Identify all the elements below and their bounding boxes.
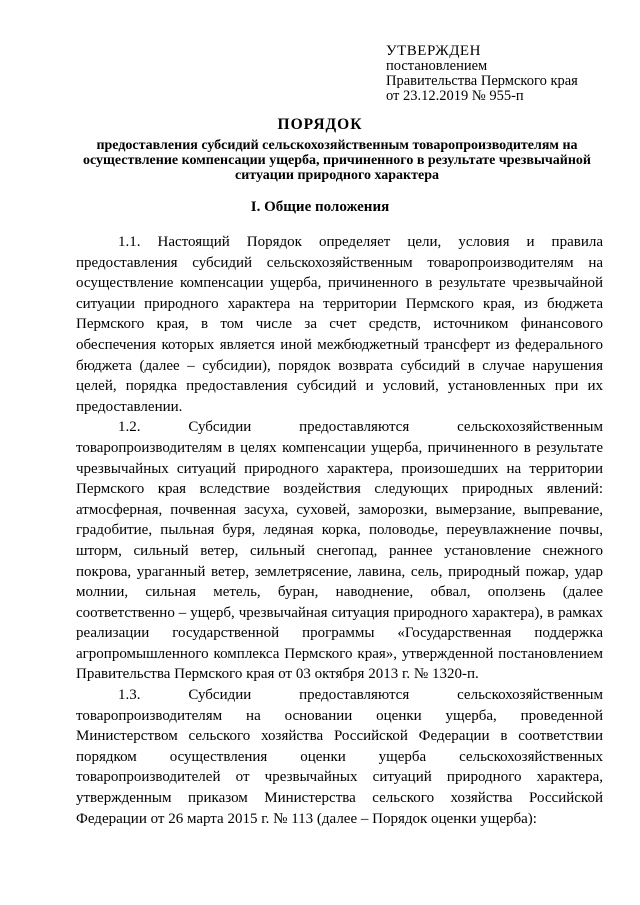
approval-line-3: от 23.12.2019 № 955-п <box>386 88 524 104</box>
document-subtitle: предоставления субсидий сельскохозяйственным товаропроизводителям на осуществление компенсации ущерба, причиненного в результате чрезвычайной ситуации природного характера <box>83 138 591 183</box>
paragraph-1-2: 1.2. Субсидии предоставляются сельскохозяйственным товаропроизводителям в целях компенсации ущерба, причиненного в результате чрезвычайных ситуаций природного характера, произошедших на территории Пермского края вследствие воздействия следующих природных явлений: атмосферная, почвенная засуха, суховей, заморозки, вымерзание, выпревание, градобитие, пыльная буря, ледяная корка, половодье, переувлажнение почвы, шторм, сильный ветер, сильный снегопад, раннее установление снежного покрова, ураганный ветер, землетрясение, лавина, сель, природный пожар, удар молнии, сильная метель, буран, наводнение, обвал, оползень (далее соответственно – ущерб, чрезвычайная ситуация природного характера), в рамках реализации государственной программы «Государственная поддержка агропромышленного комплекса Пермского края», утвержденной постановлением Правительства Пермского края от 03 октября 2013 г. № 1320-п. <box>76 419 603 683</box>
approval-stamp <box>386 44 626 104</box>
approval-heading: УТВЕРЖДЕН <box>386 43 481 59</box>
document-body <box>76 232 603 829</box>
approval-line-2: Правительства Пермского края <box>386 73 578 89</box>
approval-line-1: постановлением <box>386 58 488 74</box>
document-title: ПОРЯДОК <box>277 116 363 133</box>
paragraph-1-1: 1.1. Настоящий Порядок определяет цели, условия и правила предоставления субсидий сельскохозяйственным товаропроизводителям на осуществление компенсации ущерба, причиненного в результате чрезвычайной ситуации природного характера на территории Пермского края, из бюджета Пермского края, в том числе за счет средств, источником финансового обеспечения которых является иной межбюджетный трансферт из федерального бюджета (далее – субсидии), порядок возврата субсидий в случае нарушения целей, порядка предоставления субсидий и условий, установленных при их предоставлении. <box>76 234 603 415</box>
section-title: I. Общие положения <box>250 199 390 215</box>
paragraph-1-3: 1.3. Субсидии предоставляются сельскохозяйственным товаропроизводителям на основании оценки ущерба, проведенной Министерством сельского хозяйства Российской Федерации в соответствии порядком осуществления оценки ущерба сельскохозяйственных товаропроизводителей от чрезвычайных ситуаций природного характера, утвержденным приказом Министерства сельского хозяйства Российской Федерации от 26 марта 2015 г. № 113 (далее – Порядок оценки ущерба): <box>76 687 603 827</box>
